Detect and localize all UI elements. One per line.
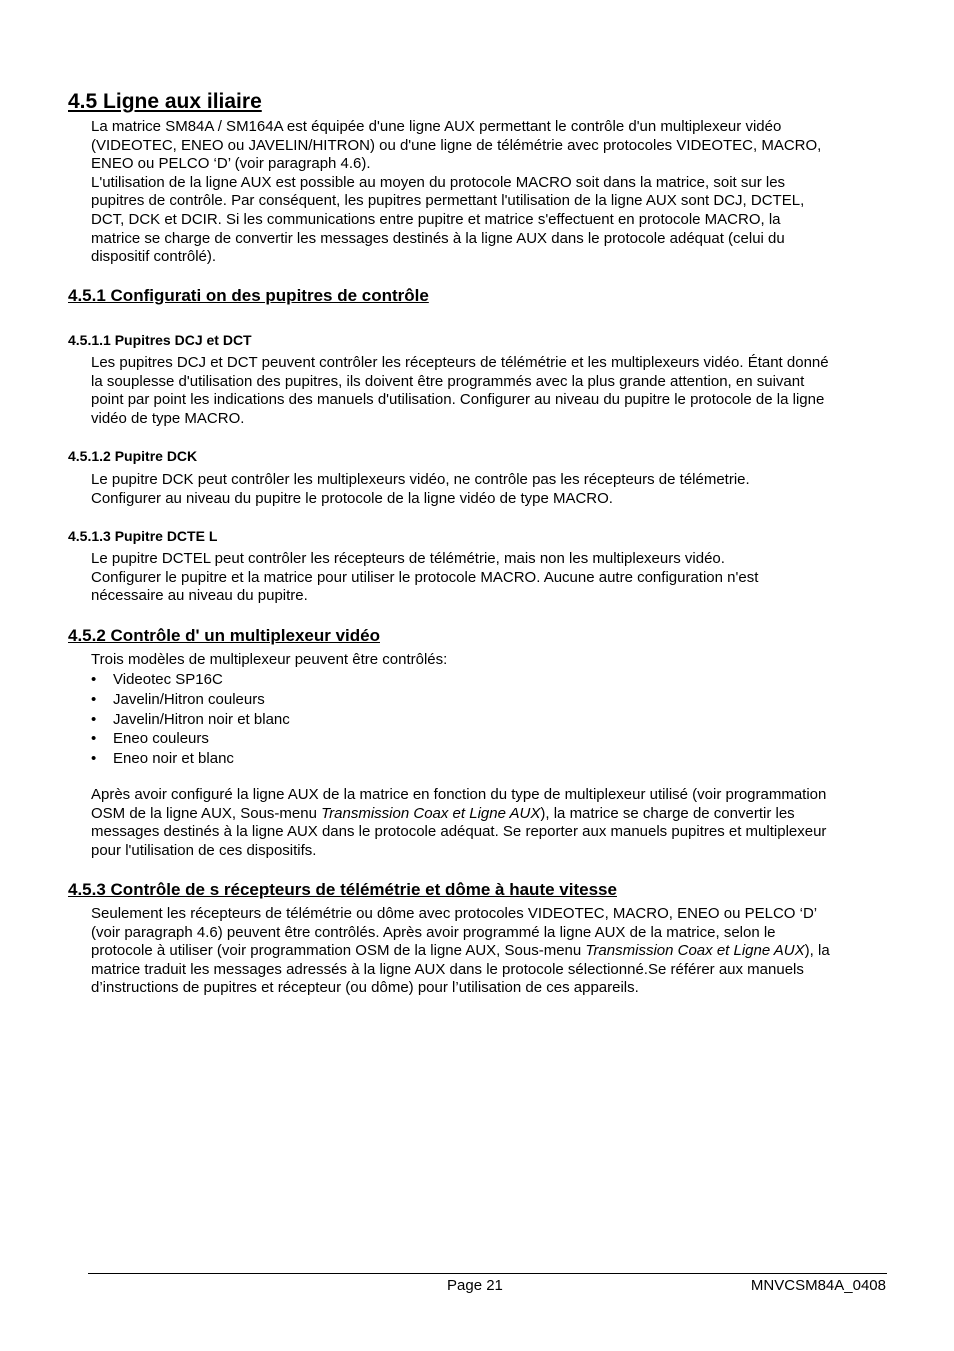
list-item	[91, 690, 290, 710]
subsubsection-heading-4511: 4.5.1.1 Pupitres DCJ et DCT	[68, 332, 252, 348]
paragraph-452	[91, 786, 891, 860]
paragraph-4513	[91, 550, 891, 606]
list-item-label: Eneo couleurs	[113, 730, 209, 748]
bullet-icon: •	[91, 710, 97, 728]
footer-divider	[88, 1273, 887, 1274]
list-item	[91, 729, 290, 749]
list-item	[91, 749, 290, 769]
multiplexer-lead	[91, 651, 891, 670]
bullet-icon: •	[91, 671, 97, 688]
list-item-label: Videotec SP16C	[113, 671, 223, 688]
bullet-icon: •	[91, 750, 97, 768]
subsection-heading-451: 4.5.1 Configurati on des pupitres de contrôle	[68, 286, 429, 305]
intro-line: dispositif contrôlé).	[91, 248, 217, 266]
paragraph-453	[91, 905, 891, 998]
paragraph-line: (voir paragraph 4.6) peuvent être contrôlés. Après avoir programmé la ligne AUX de la matrice, selon le	[91, 923, 776, 941]
paragraph-line: matrice traduit les messages adressés à la ligne AUX dans le protocole sélectionné.Se référer aux manuels	[91, 960, 804, 978]
intro-line: ENEO ou PELCO ‘D’ (voir paragraph 4.6).	[91, 155, 371, 173]
paragraph-line: d’instructions de pupitres et récepteur (ou dôme) pour l’utilisation de ces appareils.	[91, 979, 639, 997]
subsection-heading-453: 4.5.3 Contrôle de s récepteurs de télémétrie et dôme à haute vitesse	[68, 880, 617, 899]
bullet-icon: •	[91, 730, 97, 748]
list-item-label: Eneo noir et blanc	[113, 750, 234, 768]
menu-reference: Transmission Coax et Ligne AUX	[585, 942, 805, 960]
paragraph-line: Le pupitre DCK peut contrôler les multiplexeurs vidéo, ne contrôle pas les récepteurs de télémetrie.	[91, 471, 750, 488]
page-number: Page 21	[447, 1277, 503, 1294]
paragraph-line	[91, 942, 891, 961]
list-item-label: Javelin/Hitron couleurs	[113, 690, 265, 708]
paragraph-line: la souplesse d'utilisation des pupitres, ils doivent être programmés avec la plus grande attention, en suivant	[91, 372, 805, 390]
list-item	[91, 710, 290, 730]
intro-line: pupitres de contrôle. Par conséquent, les pupitres permettant l'utilisation de la ligne AUX sont DCJ, DCTEL,	[91, 192, 805, 210]
paragraph-line: pour l'utilisation de ces dispositifs.	[91, 841, 317, 859]
text-run: protocole à utiliser (voir programmation OSM de la ligne AUX, Sous-menu	[91, 942, 586, 960]
paragraph-line: Configurer au niveau du pupitre le protocole de la ligne vidéo de type MACRO.	[91, 489, 613, 507]
list-item-label: Javelin/Hitron noir et blanc	[113, 710, 290, 728]
subsubsection-heading-4512: 4.5.1.2 Pupitre DCK	[68, 448, 198, 464]
intro-paragraph	[91, 118, 891, 267]
paragraph-line	[91, 805, 891, 824]
text-run: ), la matrice se charge de convertir les	[540, 804, 795, 822]
paragraph-line: Configurer le pupitre et la matrice pour utiliser le protocole MACRO. Aucune autre configuration n'est	[91, 568, 759, 586]
paragraph-4512	[91, 471, 891, 508]
section-title: 4.5 Ligne aux iliaire	[68, 90, 262, 113]
intro-line: matrice se charge de convertir les messages destinés à la ligne AUX dans le protocole adéquat (celui du	[91, 229, 785, 247]
paragraph-line: Le pupitre DCTEL peut contrôler les récepteurs de télémétrie, mais non les multiplexeurs vidéo.	[91, 550, 725, 567]
paragraph-4511	[91, 354, 891, 428]
paragraph-line: vidéo de type MACRO.	[91, 409, 245, 427]
paragraph-line: Après avoir configuré la ligne AUX de la matrice en fonction du type de multiplexeur utilisé (voir programmation	[91, 786, 827, 803]
paragraph-line: nécessaire au niveau du pupitre.	[91, 587, 308, 605]
text-run: ), la	[804, 942, 830, 960]
intro-line: La matrice SM84A / SM164A est équipée d'une ligne AUX permettant le contrôle d'un multiplexeur vidéo	[91, 118, 782, 135]
text-run: OSM de la ligne AUX, Sous-menu	[91, 804, 322, 822]
intro-line: L'utilisation de la ligne AUX est possible au moyen du protocole MACRO soit dans la matrice, soit sur les	[91, 173, 786, 191]
intro-line: DCT, DCK et DCIR. Si les communications entre pupitre et matrice s'effectuent en protocole MACRO, la	[91, 210, 781, 228]
menu-reference: Transmission Coax et Ligne AUX	[321, 804, 541, 822]
paragraph-line: Les pupitres DCJ et DCT peuvent contrôler les récepteurs de télémétrie et les multiplexeurs vidéo. Étant donné	[91, 354, 829, 371]
bullet-icon: •	[91, 690, 97, 708]
subsubsection-heading-4513: 4.5.1.3 Pupitre DCTE L	[68, 528, 218, 544]
paragraph-line: point par point les indications des manuels d'utilisation. Configurer au niveau du pupitre le protocole de la ligne	[91, 391, 825, 409]
multiplexer-list	[91, 670, 290, 769]
list-item	[91, 670, 290, 690]
intro-line: (VIDEOTEC, ENEO ou JAVELIN/HITRON) ou d'une ligne de télémétrie avec protocoles VIDEOTEC, MACRO,	[91, 136, 822, 154]
subsection-heading-452: 4.5.2 Contrôle d' un multiplexeur vidéo	[68, 626, 380, 645]
lead-line: Trois modèles de multiplexeur peuvent être contrôlés:	[91, 651, 448, 668]
paragraph-line: messages destinés à la ligne AUX dans le protocole adéquat. Se reporter aux manuels pupitres et multiplexeur	[91, 823, 827, 841]
paragraph-line: Seulement les récepteurs de télémétrie ou dôme avec protocoles VIDEOTEC, MACRO, ENEO ou PELCO ‘D’	[91, 905, 818, 922]
document-code: MNVCSM84A_0408	[750, 1277, 886, 1294]
